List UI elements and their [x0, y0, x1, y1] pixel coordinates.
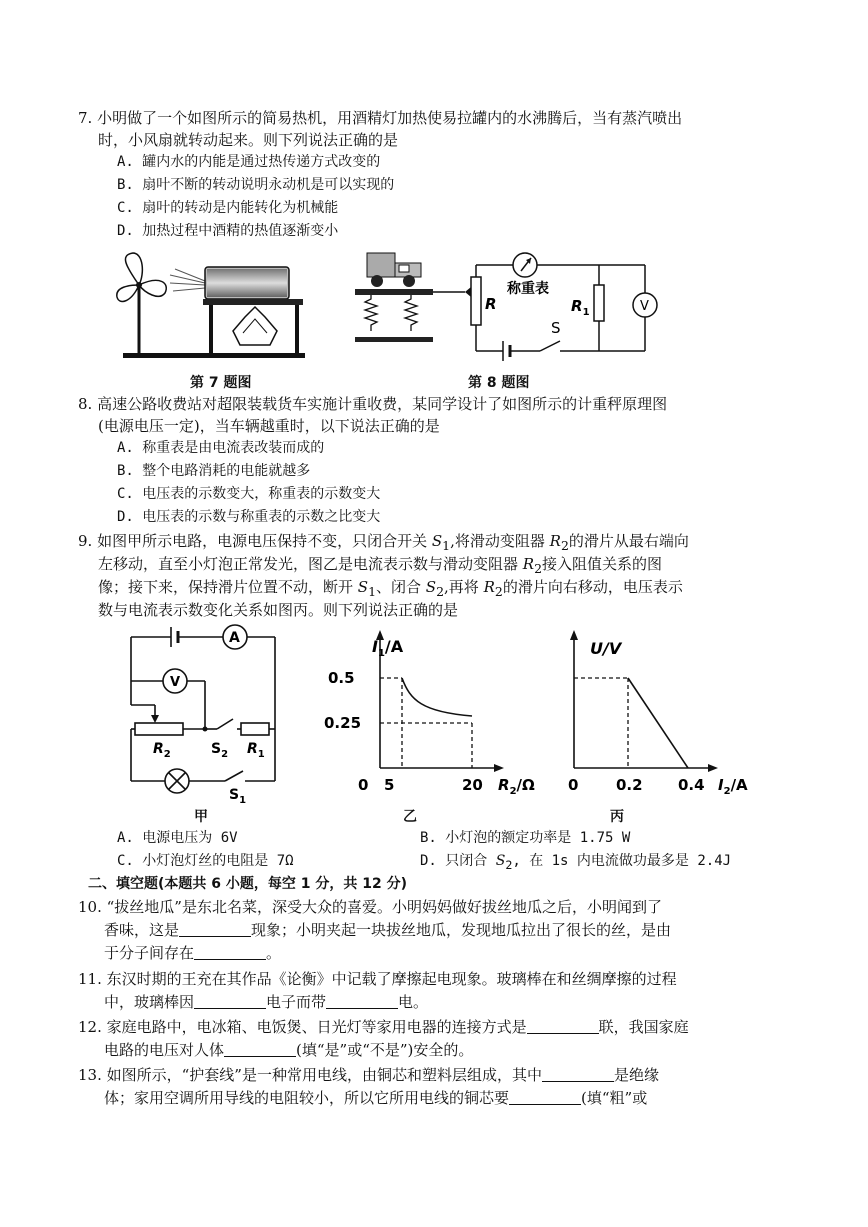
q9-yi-ytick-0: 0.5	[328, 669, 355, 687]
q8-option-b: B. 整个电路消耗的电能就越多	[117, 463, 311, 479]
q13-blank-2[interactable]	[509, 1090, 581, 1105]
q12-line2: 电路的电压对人体 (填“是”或“不是”)安全的。	[104, 1041, 474, 1059]
q12-line1: 12. 家庭电路中，电冰箱、电饭煲、日光灯等家用电器的连接方式是 联，我国家庭	[78, 1018, 689, 1036]
q13-blank-1[interactable]	[542, 1067, 614, 1082]
q9-yi-xtick-0: 0	[358, 776, 369, 794]
q9-bing-line	[628, 678, 688, 768]
q10-line2: 香味，这是 现象；小明夹起一块拔丝地瓜，发现地瓜拉出了很长的丝，是由	[104, 921, 672, 939]
q9-option-b: B. 小灯泡的额定功率是 1.75 W	[420, 830, 631, 846]
q8-label-r1-sub: 1	[582, 307, 590, 318]
q7-figure-heat-engine	[115, 245, 315, 365]
q8-label-voltmeter: V	[640, 299, 649, 314]
q9-bing-xtick-0: 0	[568, 776, 579, 794]
q7-figure-caption: 第 7 题图	[190, 375, 252, 391]
q9-figure-bing-graph	[560, 628, 760, 808]
q8-stem-line1: 8. 高速公路收费站对超限装载货车实施计重收费，某同学设计了如图所示的计重秤原理图	[78, 395, 668, 413]
q9-yi-curve	[402, 678, 472, 716]
q7-option-d: D. 加热过程中酒精的热值逐渐变小	[117, 223, 339, 239]
svg-text:I2/A: $I_2/A$	[718, 776, 748, 797]
svg-text:R2/Ω: $R_2/\Omega$	[498, 776, 535, 797]
svg-text:R2: $R_2$	[153, 741, 171, 760]
q13-line2: 体；家用空调所用导线的电阻较小，所以它所用电线的铜芯要 (填“粗”或	[104, 1089, 648, 1107]
section-heading-fill-in: 二、填空题(本题共 6 小题，每空 1 分，共 12 分)	[88, 876, 408, 892]
q8-label-switch: S	[551, 319, 561, 337]
q9-jia-voltmeter: V	[170, 675, 181, 690]
q8-figure-caption: 第 8 题图	[468, 375, 530, 391]
q9-bing-xtick-2: 0.4	[678, 776, 705, 794]
q10-blank-1[interactable]	[179, 922, 251, 937]
q9-option-d: D. 只闭合 $S_2$, 在 1s 内电流做功最多是 2.4J	[420, 853, 732, 872]
q9-figure-jia-circuit	[125, 625, 295, 805]
svg-text:S2: $S_2$	[211, 741, 229, 760]
q10-line1: 10. “拔丝地瓜”是东北名菜，深受大众的喜爱。小明妈妈做好拔丝地瓜之后，小明闻到了	[78, 898, 662, 916]
svg-text:R1: $R_1$	[247, 741, 265, 760]
q7-stem-line2: 时，小风扇就转动起来。则下列说法正确的是	[98, 131, 399, 149]
q9-yi-xtick-1: 5	[384, 776, 395, 794]
q8-label-r1: R	[571, 297, 583, 315]
q8-label-r: R	[485, 295, 497, 313]
q8-figure-weighing-circuit	[355, 245, 675, 370]
q8-stem-line2: (电源电压一定)，当车辆越重时，以下说法正确的是	[98, 417, 440, 435]
q9-stem-line1: 9. 如图甲所示电路，电源电压保持不变，只闭合开关 $S_1$,将滑动变阻器 $R_2$的滑片从最右端向	[78, 532, 689, 553]
q11-line1: 11. 东汉时期的王充在其作品《论衡》中记载了摩擦起电现象。玻璃棒在和丝绸摩擦的过程	[78, 970, 677, 988]
q7-stem-line1: 7. 小明做了一个如图所示的简易热机，用酒精灯加热使易拉罐内的水沸腾后，当有蒸汽喷出	[78, 109, 683, 127]
q9-option-a: A. 电源电压为 6V	[117, 830, 238, 846]
q9-bing-ylabel: U/V	[590, 639, 622, 658]
q8-option-a: A. 称重表是由电流表改装而成的	[117, 440, 325, 456]
q9-yi-xtick-2: 20	[462, 776, 483, 794]
q9-stem-line2: 左移动，直至小灯泡正常发光，图乙是电流表示数与滑动变阻器 $R_2$接入阻值关系的图	[98, 555, 663, 576]
q13-line1: 13. 如图所示，“护套线”是一种常用电线，由铜芯和塑料层组成，其中 是绝缘	[78, 1066, 659, 1084]
q8-option-c: C. 电压表的示数变大，称重表的示数变大	[117, 486, 381, 502]
q9-figure-jia-label: 甲	[194, 809, 208, 825]
q9-figure-bing-label: 丙	[610, 809, 624, 825]
q9-bing-xtick-1: 0.2	[616, 776, 643, 794]
q8-option-d: D. 电压表的示数与称重表的示数之比变大	[117, 509, 381, 525]
q9-figure-yi-graph	[322, 628, 535, 808]
q9-option-c: C. 小灯泡灯丝的电阻是 7Ω	[117, 853, 294, 869]
q12-blank-1[interactable]	[527, 1019, 599, 1034]
q10-line3: 于分子间存在 。	[104, 944, 282, 962]
q9-yi-ytick-1: 0.25	[324, 714, 362, 732]
q11-blank-1[interactable]	[194, 994, 266, 1009]
q11-line2: 中，玻璃棒因 电子而带 电。	[104, 993, 429, 1011]
svg-text:S1: $S_1$	[229, 787, 247, 806]
q7-option-a: A. 罐内水的内能是通过热传递方式改变的	[117, 154, 381, 170]
q9-stem-line4: 数与电流表示数变化关系如图丙。则下列说法正确的是	[98, 601, 459, 619]
q9-figure-yi-label: 乙	[403, 809, 417, 825]
q9-stem-line3: 像；接下来，保持滑片位置不动，断开 $S_1$、闭合 $S_2$,再将 $R_2$的滑片向右移动，电压表示	[98, 578, 683, 599]
svg-text:I1/A: $I_1/A$	[372, 637, 404, 659]
q10-blank-2[interactable]	[194, 945, 266, 960]
q12-blank-2[interactable]	[224, 1042, 296, 1057]
svg-text:R1	[571, 297, 590, 318]
q11-blank-2[interactable]	[326, 994, 398, 1009]
q7-option-c: C. 扇叶的转动是内能转化为机械能	[117, 200, 339, 216]
q8-meter-label: 称重表	[507, 281, 549, 297]
q9-jia-ammeter: A	[229, 630, 240, 646]
q7-option-b: B. 扇叶不断的转动说明永动机是可以实现的	[117, 177, 395, 193]
